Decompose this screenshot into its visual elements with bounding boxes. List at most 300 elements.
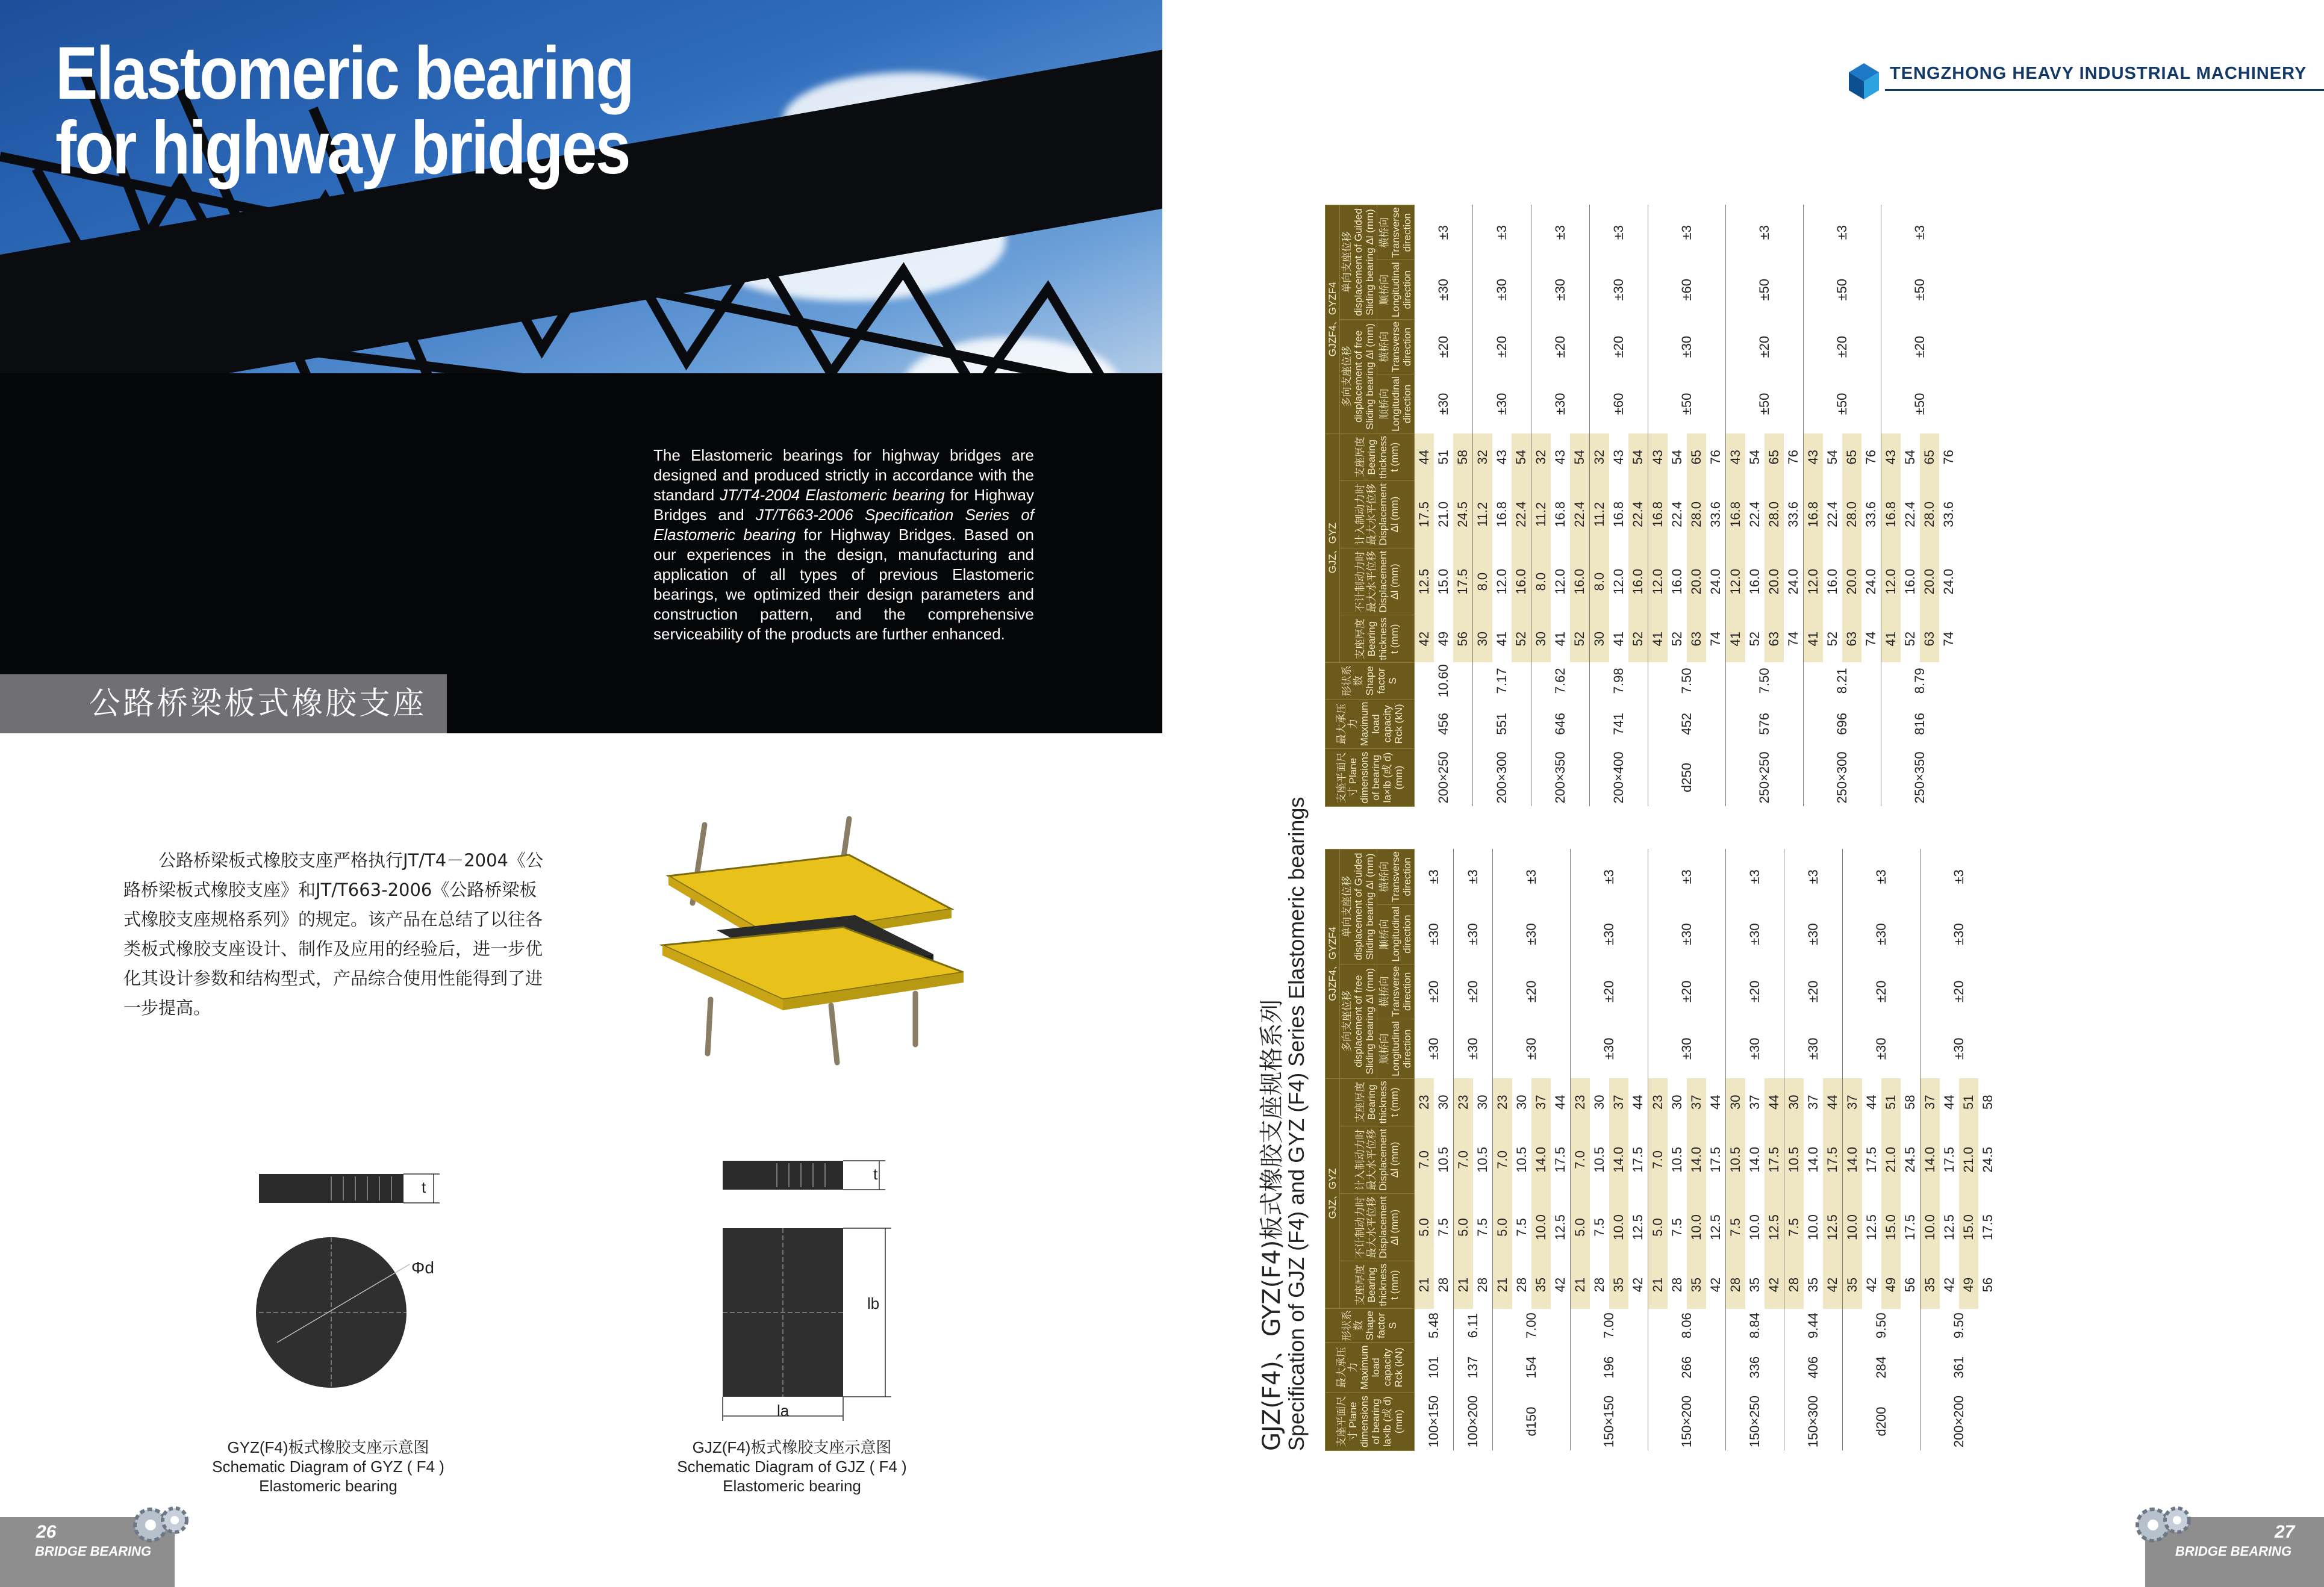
cell-value: 12.0	[1881, 548, 1901, 615]
cell-dims: 150×200	[1648, 1393, 1726, 1451]
cell-value: 41	[1494, 631, 1509, 647]
cell-value: 76	[1863, 450, 1878, 465]
cell-value: 7.5	[1475, 1218, 1490, 1237]
cell-displacement: ±30	[1415, 904, 1454, 964]
cell-value: 16.8	[1881, 481, 1901, 548]
header-longitudinal: 顺桥向 Longitudinal direction	[1377, 374, 1415, 433]
cell-value: 12.5	[1864, 1214, 1879, 1241]
cell-dims: 200×300	[1473, 749, 1531, 807]
cell-value: 22.4	[1825, 502, 1840, 527]
cell-value: 12.0	[1804, 548, 1824, 615]
cell-value: 44	[1942, 1095, 1957, 1110]
cell-value: 8.0	[1590, 548, 1610, 615]
cell-value: 16.8	[1804, 481, 1824, 548]
cell-shape: 10.60	[1415, 662, 1473, 699]
cell-value: 16.0	[1628, 548, 1648, 615]
header-max-load: 最大承压力 Maximum load capacity Rck (kN)	[1326, 699, 1415, 748]
cell-value: 63	[1687, 615, 1706, 662]
cell-value: 42	[1708, 1277, 1723, 1293]
cell-displacement: ±30	[1921, 904, 1998, 964]
cell-value: 17.5	[1902, 1214, 1917, 1241]
cell-displacement: ±30	[1784, 1019, 1843, 1079]
cell-value: 15.0	[1881, 1193, 1901, 1261]
cell-value: 14.0	[1843, 1126, 1863, 1193]
cell-value: 23	[1415, 1078, 1435, 1126]
cell-value: 35	[1687, 1261, 1706, 1309]
cell-value: 44	[1765, 1078, 1784, 1126]
cell-dims: 200×350	[1531, 749, 1590, 807]
table-row	[1571, 849, 1590, 1451]
cell-load: 696	[1804, 699, 1881, 748]
cell-value: 41	[1553, 631, 1568, 647]
table-row	[1415, 205, 1435, 807]
cell-displacement: ±20	[1454, 964, 1493, 1019]
table-row	[1648, 205, 1668, 807]
cell-value: 37	[1747, 1095, 1762, 1110]
cell-value: 42	[1864, 1277, 1879, 1293]
cell-value: 33.6	[1786, 502, 1801, 527]
cell-displacement: ±30	[1571, 904, 1648, 964]
cell-displacement: ±3	[1784, 849, 1843, 905]
cell-value: 43	[1553, 450, 1568, 465]
table-row	[1881, 205, 1901, 807]
cell-value: 35	[1609, 1261, 1628, 1309]
header-group-gjzf: GJZF4、GYZF4	[1326, 849, 1340, 1079]
header-bearing-thickness-2: 支座厚度 Bearing thickness t (mm)	[1340, 1078, 1415, 1126]
cell-displacement: ±30	[1454, 904, 1493, 964]
cell-value: 21.0	[1436, 502, 1451, 527]
cell-value: 17.5	[1630, 1146, 1645, 1173]
header-bearing-thickness: 支座厚度 Bearing thickness t (mm)	[1340, 615, 1415, 662]
table-row	[1804, 205, 1824, 807]
spec-table-rotated	[1253, 66, 2252, 1451]
cell-shape: 7.50	[1726, 662, 1804, 699]
cell-dims: 250×350	[1881, 749, 1959, 807]
cell-value: 54	[1570, 433, 1590, 480]
cell-displacement: ±20	[1804, 320, 1881, 374]
cell-load: 576	[1726, 699, 1804, 748]
cell-value: 12.5	[1415, 548, 1435, 615]
footer-label-left: BRIDGE BEARING	[35, 1544, 152, 1559]
cell-displacement: ±30	[1531, 260, 1590, 320]
cell-displacement: ±30	[1415, 260, 1473, 320]
cell-value: 32	[1590, 433, 1610, 480]
bearing-3d-illustration	[650, 807, 964, 1066]
cell-value: 54	[1825, 450, 1840, 465]
cell-value: 30	[1590, 615, 1610, 662]
cell-value: 51	[1959, 1078, 1978, 1126]
cell-displacement: ±3	[1531, 205, 1590, 260]
cell-value: 12.5	[1765, 1193, 1784, 1261]
cell-value: 24.0	[1863, 568, 1878, 595]
cell-displacement: ±50	[1648, 374, 1726, 433]
cell-value: 10.0	[1531, 1193, 1551, 1261]
header-plane-dims: 支座平面尺寸 Plane dimensions of bearing la×lb (或 d) (mm)	[1326, 1393, 1415, 1451]
cell-value: 49	[1959, 1261, 1978, 1309]
cell-value: 52	[1747, 631, 1762, 647]
cell-value: 28	[1514, 1277, 1529, 1293]
cell-displacement: ±30	[1648, 904, 1726, 964]
cell-value: 52	[1628, 615, 1648, 662]
cell-displacement: ±20	[1784, 964, 1843, 1019]
cell-load: 154	[1493, 1343, 1571, 1393]
cell-value: 65	[1842, 433, 1861, 480]
cell-load: 646	[1531, 699, 1590, 748]
cell-value: 7.0	[1454, 1126, 1474, 1193]
cell-value: 42	[1415, 615, 1435, 662]
cell-value: 30	[1514, 1095, 1529, 1110]
cell-value: 24.5	[1980, 1146, 1995, 1173]
cell-value: 41	[1804, 615, 1824, 662]
cell-shape: 8.06	[1648, 1309, 1726, 1343]
page-number-left: 26	[36, 1522, 57, 1542]
gyz-label-t: t	[422, 1178, 426, 1196]
cell-value: 37	[1609, 1078, 1628, 1126]
table-row	[1726, 205, 1746, 807]
cell-displacement: ±30	[1726, 904, 1784, 964]
header-transverse-2: 横桥向 Transverse direction	[1377, 205, 1415, 260]
cell-dims: 150×300	[1784, 1393, 1843, 1451]
table-row	[1493, 849, 1513, 1451]
cell-value: 44	[1415, 433, 1435, 480]
table-row	[1843, 849, 1863, 1451]
cell-value: 22.4	[1747, 502, 1762, 527]
cell-displacement: ±50	[1726, 260, 1804, 320]
cell-value: 12.5	[1630, 1214, 1645, 1241]
cell-value: 58	[1902, 1095, 1917, 1110]
cell-displacement: ±30	[1921, 1019, 1998, 1079]
cell-displacement: ±3	[1415, 205, 1473, 260]
cell-value: 74	[1708, 631, 1723, 647]
cell-value: 21	[1571, 1261, 1590, 1309]
cell-value: 22.4	[1669, 502, 1684, 527]
table-row	[1921, 849, 1940, 1451]
cell-displacement: ±3	[1921, 849, 1998, 905]
table-row	[1648, 849, 1668, 1451]
cell-dims: 200×250	[1415, 749, 1473, 807]
cell-dims: 200×400	[1590, 749, 1648, 807]
cell-dims: 250×250	[1726, 749, 1804, 807]
cell-displacement: ±3	[1454, 849, 1493, 905]
cell-value: 8.0	[1531, 548, 1551, 615]
cell-value: 12.0	[1553, 568, 1568, 595]
footer-label-right: BRIDGE BEARING	[2175, 1544, 2292, 1559]
table-row	[1784, 849, 1804, 1451]
cell-displacement: ±20	[1843, 964, 1921, 1019]
cell-value: 35	[1747, 1277, 1762, 1293]
spec-table-b	[1325, 205, 1958, 807]
cell-value: 10.0	[1747, 1214, 1762, 1241]
cell-value: 17.5	[1765, 1126, 1784, 1193]
cell-value: 32	[1531, 433, 1551, 480]
cell-value: 7.5	[1592, 1218, 1607, 1237]
cell-value: 37	[1843, 1078, 1863, 1126]
cell-value: 30	[1592, 1095, 1607, 1110]
cell-displacement: ±3	[1726, 849, 1784, 905]
cell-value: 32	[1473, 433, 1493, 480]
cell-load: 452	[1648, 699, 1726, 748]
cell-value: 43	[1494, 450, 1509, 465]
cell-value: 24.0	[1941, 568, 1956, 595]
cell-value: 12.5	[1553, 1214, 1568, 1241]
cell-value: 63	[1765, 615, 1784, 662]
cell-displacement: ±3	[1804, 205, 1881, 260]
cell-value: 28.0	[1920, 481, 1939, 548]
cell-shape: 9.50	[1843, 1309, 1921, 1343]
cell-value: 12.5	[1942, 1214, 1957, 1241]
cell-value: 43	[1611, 450, 1626, 465]
cell-value: 56	[1980, 1277, 1995, 1293]
cell-value: 24.5	[1453, 481, 1473, 548]
cell-shape: 7.98	[1590, 662, 1648, 699]
cell-value: 41	[1726, 615, 1746, 662]
cell-dims: 250×300	[1804, 749, 1881, 807]
cell-value: 16.8	[1494, 502, 1509, 527]
cell-value: 17.5	[1415, 481, 1435, 548]
table-title-cn: GJZ(F4)、GYZ(F4)板式橡胶支座规格系列	[1258, 999, 1286, 1451]
cell-value: 7.0	[1415, 1126, 1435, 1193]
cell-value: 14.0	[1687, 1126, 1706, 1193]
cell-value: 22.4	[1902, 502, 1917, 527]
cell-displacement: ±30	[1843, 1019, 1921, 1079]
cell-value: 7.0	[1571, 1126, 1590, 1193]
cell-displacement: ±20	[1571, 964, 1648, 1019]
cell-displacement: ±20	[1493, 964, 1571, 1019]
cell-value: 54	[1747, 450, 1762, 465]
cell-dims: d250	[1648, 749, 1726, 807]
cell-value: 42	[1765, 1261, 1784, 1309]
cell-value: 12.0	[1611, 568, 1626, 595]
cell-value: 20.0	[1920, 548, 1939, 615]
cell-value: 10.0	[1843, 1193, 1863, 1261]
cell-value: 49	[1436, 631, 1451, 647]
cell-value: 37	[1531, 1078, 1551, 1126]
cell-value: 15.0	[1959, 1193, 1978, 1261]
cell-displacement: ±20	[1590, 320, 1648, 374]
cell-value: 42	[1630, 1277, 1645, 1293]
cell-value: 10.5	[1592, 1146, 1607, 1173]
cell-displacement: ±30	[1415, 1019, 1454, 1079]
cell-value: 17.5	[1942, 1146, 1957, 1173]
cell-value: 76	[1786, 450, 1801, 465]
gear-icon	[2129, 1502, 2195, 1544]
cell-value: 74	[1863, 631, 1878, 647]
cell-displacement: ±3	[1415, 849, 1454, 905]
gyz-schematic-diagram	[241, 1156, 470, 1433]
cell-value: 16.8	[1648, 481, 1668, 548]
cell-displacement: ±20	[1415, 320, 1473, 374]
cell-load: 336	[1726, 1343, 1784, 1393]
cell-value: 56	[1902, 1277, 1917, 1293]
cell-value: 10.0	[1921, 1193, 1940, 1261]
cell-displacement: ±3	[1473, 205, 1531, 260]
cell-value: 10.0	[1687, 1193, 1706, 1261]
cell-value: 22.4	[1570, 481, 1590, 548]
cell-value: 10.5	[1726, 1126, 1746, 1193]
cell-displacement: ±50	[1804, 260, 1881, 320]
cell-displacement: ±20	[1531, 320, 1590, 374]
header-bearing-thickness: 支座厚度 Bearing thickness t (mm)	[1340, 1261, 1415, 1309]
gear-icon	[126, 1502, 193, 1544]
cell-value: 7.0	[1493, 1126, 1513, 1193]
cell-value: 44	[1864, 1095, 1879, 1110]
cell-displacement: ±30	[1493, 904, 1571, 964]
cell-value: 28.0	[1765, 481, 1784, 548]
cell-value: 22.4	[1628, 481, 1648, 548]
cell-value: 17.5	[1553, 1146, 1568, 1173]
cell-load: 551	[1473, 699, 1531, 748]
cell-value: 23	[1648, 1078, 1668, 1126]
cell-value: 10.0	[1609, 1193, 1628, 1261]
cell-shape: 7.00	[1493, 1309, 1571, 1343]
cell-value: 28	[1436, 1277, 1451, 1293]
table-row	[1473, 205, 1493, 807]
cell-value: 65	[1765, 433, 1784, 480]
cell-displacement: ±30	[1493, 1019, 1571, 1079]
cell-value: 11.2	[1590, 481, 1610, 548]
cell-value: 41	[1881, 615, 1901, 662]
cell-displacement: ±50	[1881, 374, 1959, 433]
cell-displacement: ±3	[1571, 849, 1648, 905]
cell-value: 16.0	[1825, 568, 1840, 595]
cell-value: 28.0	[1687, 481, 1706, 548]
cell-shape: 7.50	[1648, 662, 1726, 699]
cell-displacement: ±30	[1473, 260, 1531, 320]
cell-value: 17.5	[1708, 1146, 1723, 1173]
header-bearing-thickness-2: 支座厚度 Bearing thickness t (mm)	[1340, 433, 1415, 480]
cell-value: 33.6	[1863, 502, 1878, 527]
cell-value: 10.5	[1669, 1146, 1684, 1173]
cell-value: 49	[1881, 1261, 1901, 1309]
cell-value: 20.0	[1687, 548, 1706, 615]
cell-value: 74	[1941, 631, 1956, 647]
cell-load: 266	[1648, 1343, 1726, 1393]
cell-value: 17.5	[1823, 1126, 1843, 1193]
header-transverse-2: 横桥向 Transverse direction	[1377, 849, 1415, 905]
cell-value: 7.5	[1669, 1218, 1684, 1237]
cell-displacement: ±30	[1531, 374, 1590, 433]
header-longitudinal-2: 顺桥向 Longitudinal direction	[1377, 260, 1415, 320]
cell-value: 33.6	[1708, 502, 1723, 527]
cell-value: 44	[1630, 1095, 1645, 1110]
cell-value: 43	[1726, 433, 1746, 480]
cell-displacement: ±20	[1648, 964, 1726, 1019]
cell-value: 74	[1786, 631, 1801, 647]
cell-value: 51	[1436, 450, 1451, 465]
cell-value: 44	[1708, 1095, 1723, 1110]
header-longitudinal-2: 顺桥向 Longitudinal direction	[1377, 904, 1415, 964]
cell-dims: 100×200	[1454, 1393, 1493, 1451]
cell-dims: d150	[1493, 1393, 1571, 1451]
cell-dims: 200×200	[1921, 1393, 1998, 1451]
cell-value: 42	[1942, 1277, 1957, 1293]
cell-shape: 8.84	[1726, 1309, 1784, 1343]
cell-value: 24.0	[1708, 568, 1723, 595]
cell-value: 41	[1648, 615, 1668, 662]
header-free-sliding: 多向支座位移 displacement of free Sliding bearing Δl (mm)	[1340, 964, 1377, 1078]
cell-value: 30	[1531, 615, 1551, 662]
cell-displacement: ±3	[1493, 849, 1571, 905]
cell-displacement: ±30	[1454, 1019, 1493, 1079]
cell-value: 5.0	[1415, 1193, 1435, 1261]
header-displacement-brake: 计入制动力时最大水平位移 Displacement Δl (mm)	[1340, 1126, 1415, 1193]
cell-displacement: ±20	[1415, 964, 1454, 1019]
spec-table-a	[1325, 849, 1998, 1451]
cell-value: 35	[1921, 1261, 1940, 1309]
cell-value: 16.0	[1669, 568, 1684, 595]
cell-value: 65	[1687, 433, 1706, 480]
cell-displacement: ±3	[1881, 205, 1959, 260]
cell-displacement: ±30	[1571, 1019, 1648, 1079]
cell-shape: 6.11	[1454, 1309, 1493, 1343]
hero-photo	[0, 0, 1162, 733]
cell-value: 12.5	[1708, 1214, 1723, 1241]
brand-name: TENGZHONG HEAVY INDUSTRIAL MACHINERY	[1890, 64, 2307, 83]
cell-value: 21	[1454, 1261, 1474, 1309]
cell-displacement: ±30	[1726, 1019, 1784, 1079]
cell-value: 15.0	[1436, 568, 1451, 595]
cell-load: 456	[1415, 699, 1473, 748]
header-guided-sliding: 单向支座位移 displacement of Guided Sliding bearing Δl (mm)	[1340, 849, 1377, 964]
header-plane-dims: 支座平面尺寸 Plane dimensions of bearing la×lb (或 d) (mm)	[1326, 749, 1415, 807]
cell-value: 7.5	[1436, 1218, 1451, 1237]
cell-value: 43	[1648, 433, 1668, 480]
cell-value: 58	[1980, 1095, 1995, 1110]
cell-value: 10.5	[1436, 1146, 1451, 1173]
header-transverse: 横桥向 Transverse direction	[1377, 320, 1415, 374]
gjz-label-t: t	[873, 1165, 878, 1183]
cell-value: 14.0	[1921, 1126, 1940, 1193]
cell-displacement: ±3	[1590, 205, 1648, 260]
cell-displacement: ±3	[1648, 205, 1726, 260]
cell-load: 816	[1881, 699, 1959, 748]
cell-value: 24.0	[1786, 568, 1801, 595]
cell-value: 21.0	[1959, 1126, 1978, 1193]
cell-value: 65	[1920, 433, 1939, 480]
cell-value: 54	[1628, 433, 1648, 480]
cell-displacement: ±50	[1881, 260, 1959, 320]
table-row	[1531, 205, 1551, 807]
cell-value: 5.0	[1571, 1193, 1590, 1261]
cell-value: 35	[1531, 1261, 1551, 1309]
cell-value: 7.5	[1784, 1193, 1804, 1261]
cell-displacement: ±30	[1784, 904, 1843, 964]
chinese-title-band: 公路桥梁板式橡胶支座	[0, 674, 447, 733]
cell-value: 16.0	[1902, 568, 1917, 595]
page-title: Elastomeric bearing for highway bridges	[55, 32, 634, 190]
cell-load: 284	[1843, 1343, 1921, 1393]
cell-value: 42	[1823, 1261, 1843, 1309]
cell-value: 14.0	[1805, 1146, 1821, 1173]
cell-value: 28	[1726, 1261, 1746, 1309]
table-row	[1726, 849, 1746, 1451]
cell-value: 14.0	[1747, 1146, 1762, 1173]
cell-value: 28	[1592, 1277, 1607, 1293]
cell-value: 24.5	[1902, 1146, 1917, 1173]
cell-dims: d200	[1843, 1393, 1921, 1451]
cell-value: 7.0	[1648, 1126, 1668, 1193]
cell-displacement: ±50	[1804, 374, 1881, 433]
cell-value: 16.0	[1747, 568, 1762, 595]
cell-value: 35	[1843, 1261, 1863, 1309]
cell-value: 54	[1512, 433, 1531, 480]
header-displacement: 不计制动力时最大水平位移 Displacement Δl (mm)	[1340, 1193, 1415, 1261]
cell-shape: 5.48	[1415, 1309, 1454, 1343]
cell-value: 17.5	[1980, 1214, 1995, 1241]
header-group-gjz: GJZ、GYZ	[1326, 433, 1340, 662]
cell-value: 8.0	[1473, 548, 1493, 615]
cell-value: 21	[1493, 1261, 1513, 1309]
